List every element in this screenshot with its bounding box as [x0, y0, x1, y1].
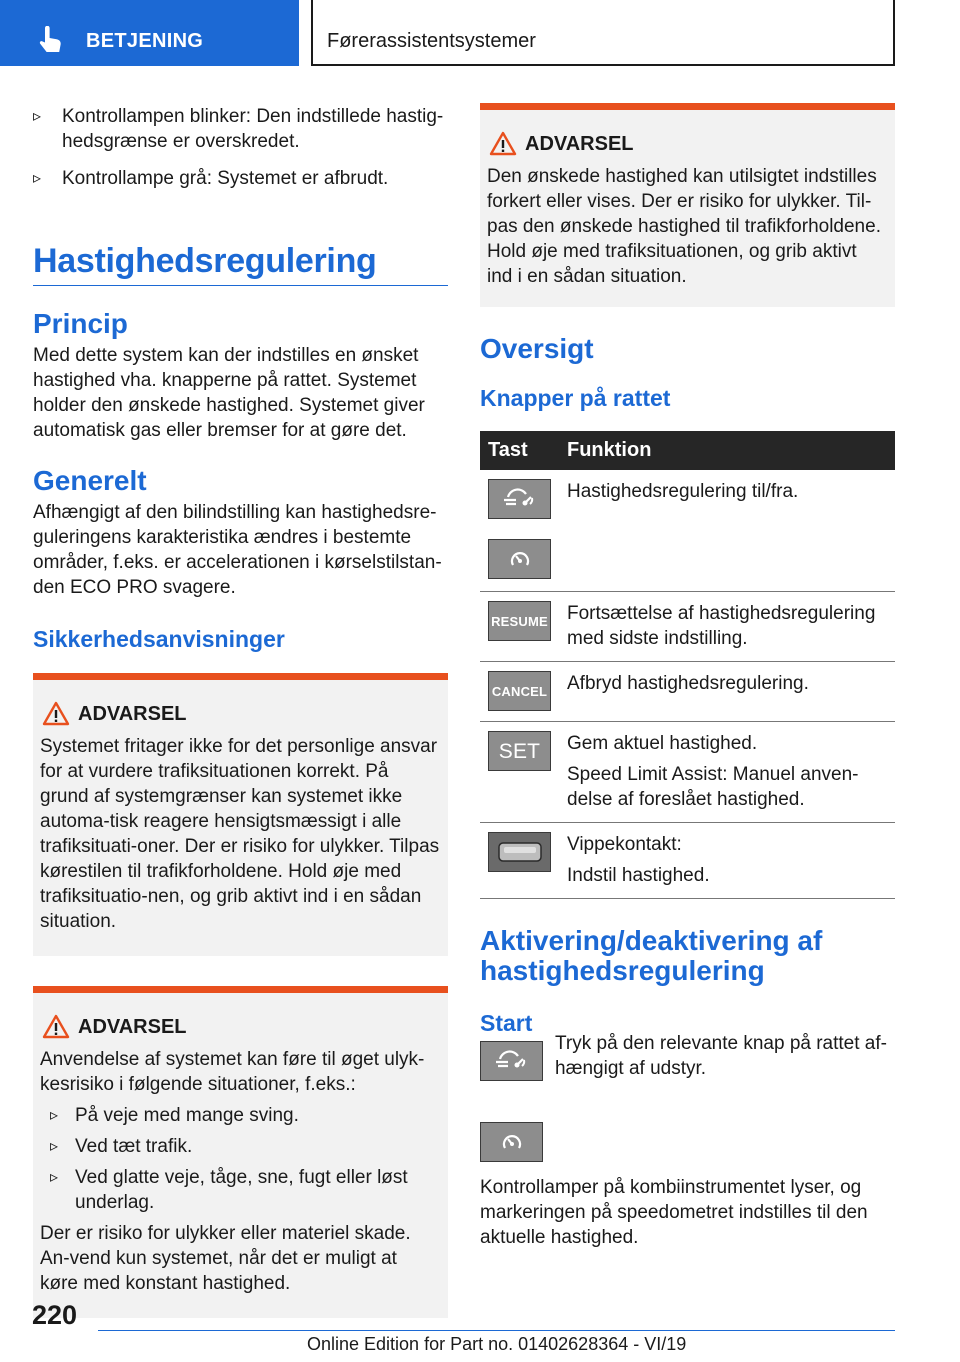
list-item: ▹ Kontrollampen blinker: Den indstillede hastig‐hedsgrænse er overskredet.: [33, 104, 448, 154]
list-item: ▹ Kontrollampe grå: Systemet er afbrudt.: [33, 166, 448, 191]
warning-triangle-icon: [489, 131, 517, 156]
warning-triangle-icon: [42, 1014, 70, 1039]
col-header-function: Funktion: [559, 431, 895, 470]
section-label: BETJENING: [86, 30, 204, 52]
page-title: Hastighedsregulering: [33, 242, 377, 280]
right-column: [480, 103, 895, 1250]
table-row: [480, 823, 895, 899]
section-tab[interactable]: [0, 0, 299, 66]
cancel-button: CANCEL: [488, 671, 551, 711]
start-text: Tryk på den relevante knap på rattet af‐hængigt af udstyr.: [555, 1033, 887, 1079]
speed-limiter-icon: [480, 1122, 543, 1162]
princip-heading: Princip: [33, 308, 128, 339]
function-text: Vippekontakt:: [567, 834, 682, 855]
warning-title: ADVARSEL: [78, 1016, 187, 1038]
footer-divider: [98, 1330, 895, 1331]
function-cell: [559, 662, 895, 722]
key-cell: [480, 722, 559, 823]
warning-title: ADVARSEL: [525, 133, 634, 155]
warning-header: [40, 1013, 440, 1041]
warning-box: [480, 103, 895, 307]
table-row: [480, 592, 895, 662]
start-heading: Start: [480, 1010, 533, 1036]
warning-triangle-icon: [42, 701, 70, 726]
key-cell: [480, 662, 559, 722]
warning-intro: Anvendelse af systemet kan føre til øget ulyk‐kesrisiko i følgende situationer, f.eks.:: [40, 1049, 425, 1095]
warning-box: [33, 986, 448, 1318]
table-header-row: [480, 431, 895, 470]
safety-heading: Sikkerhedsanvisninger: [33, 626, 285, 652]
warning-text: Systemet fritager ikke for det personlige ansvar for at vurdere trafiksituationen korrekt. På grund af systemgrænser kan systemet ikke automa‐tisk reagere hensigtsmæssigt i alle trafiksituati‐oner. Der er risiko for ulykker. Tilpas kørestilen til trafikforholdene. Hold øje med trafiksituatio‐nen, og grib aktivt ind i en sådan situation.: [40, 736, 440, 932]
function-text: Speed Limit Assist: Manuel anven‐delse af foreslået hastighed.: [567, 764, 859, 810]
warning-outro: Der er risiko for ulykker eller materiel skade. An‐vend kun systemet, når det er muligt at køre med konstant hastighed.: [40, 1223, 411, 1294]
list-item: ▹ Ved tæt trafik.: [40, 1134, 440, 1159]
hand-pointer-icon: [38, 26, 66, 56]
list-item: ▹ På veje med mange sving.: [40, 1103, 440, 1128]
list-item: ▹ Ved glatte veje, tåge, sne, fugt eller løst underlag.: [40, 1165, 440, 1215]
princip-text: Med dette system kan der indstilles en ønsket hastighed vha. knapperne på rattet. Systemet holder den ønskede hastighed. Systemet giver automatisk gas eller bremser for at gøre det.: [33, 345, 425, 441]
table-row: [480, 722, 895, 823]
indicator-text: Kontrollamper på kombiinstrumentet lyser, og markeringen på speedometret indstilles til den aktuelle hastighed.: [480, 1177, 868, 1248]
buttons-table: [480, 431, 895, 899]
oversigt-heading: Oversigt: [480, 333, 594, 364]
key-cell: [480, 592, 559, 662]
resume-button: RESUME: [488, 601, 551, 641]
risk-list: [40, 1103, 440, 1215]
function-text: Gem aktuel hastighed.: [567, 733, 758, 754]
start-block: [480, 1033, 895, 1169]
generelt-text: Afhængigt af den bilindstilling kan hastighedsre‐guleringens karakteristika ændres i bestemte områder, f.eks. er accelerationen i kørselstilstan‐den ECO PRO svagere.: [33, 502, 442, 598]
edition-footer: Online Edition for Part no. 01402628364 - VI/19: [307, 1334, 687, 1354]
table-row: [480, 662, 895, 722]
cruise-control-icon: [480, 1041, 543, 1081]
function-cell: [559, 722, 895, 823]
warning-header: [487, 130, 887, 158]
warning-text: Den ønskede hastighed kan utilsigtet indstilles forkert eller vises. Der er risiko for ulykker. Til‐pas den ønskede hastighed til trafikforholdene. Hold øje med trafiksituationen, og grib aktivt ind i en sådan situation.: [487, 166, 881, 287]
function-cell: [559, 592, 895, 662]
indicator-list: [33, 104, 448, 191]
buttons-heading: Knapper på rattet: [480, 385, 671, 411]
title-divider: [33, 285, 448, 286]
function-text: Hastighedsregulering til/fra.: [567, 481, 799, 502]
function-text: Afbryd hastighedsregulering.: [567, 673, 809, 694]
function-text: Fortsættelse af hastighedsregulering med sidste indstilling.: [567, 603, 876, 649]
speed-limiter-icon: [488, 539, 551, 579]
left-column: [33, 104, 448, 1318]
cruise-control-icon: [488, 479, 551, 519]
function-cell: [559, 470, 895, 592]
function-cell: [559, 823, 895, 899]
generelt-heading: Generelt: [33, 465, 147, 496]
warning-title: ADVARSEL: [78, 703, 187, 725]
activation-heading: Aktivering/deaktivering af hastighedsregulering: [480, 925, 823, 986]
set-button: SET: [488, 731, 551, 771]
chapter-header: [311, 0, 895, 66]
rocker-switch-icon: [488, 832, 551, 872]
key-cell: [480, 470, 559, 592]
function-text: Indstil hastighed.: [567, 865, 710, 886]
chapter-label: Førerassistentsystemer: [327, 30, 536, 52]
table-row: [480, 470, 895, 592]
warning-header: [40, 700, 440, 728]
page-number: 220: [32, 1300, 78, 1330]
col-header-key: Tast: [480, 431, 559, 470]
key-cell: [480, 823, 559, 899]
warning-box: [33, 673, 448, 956]
